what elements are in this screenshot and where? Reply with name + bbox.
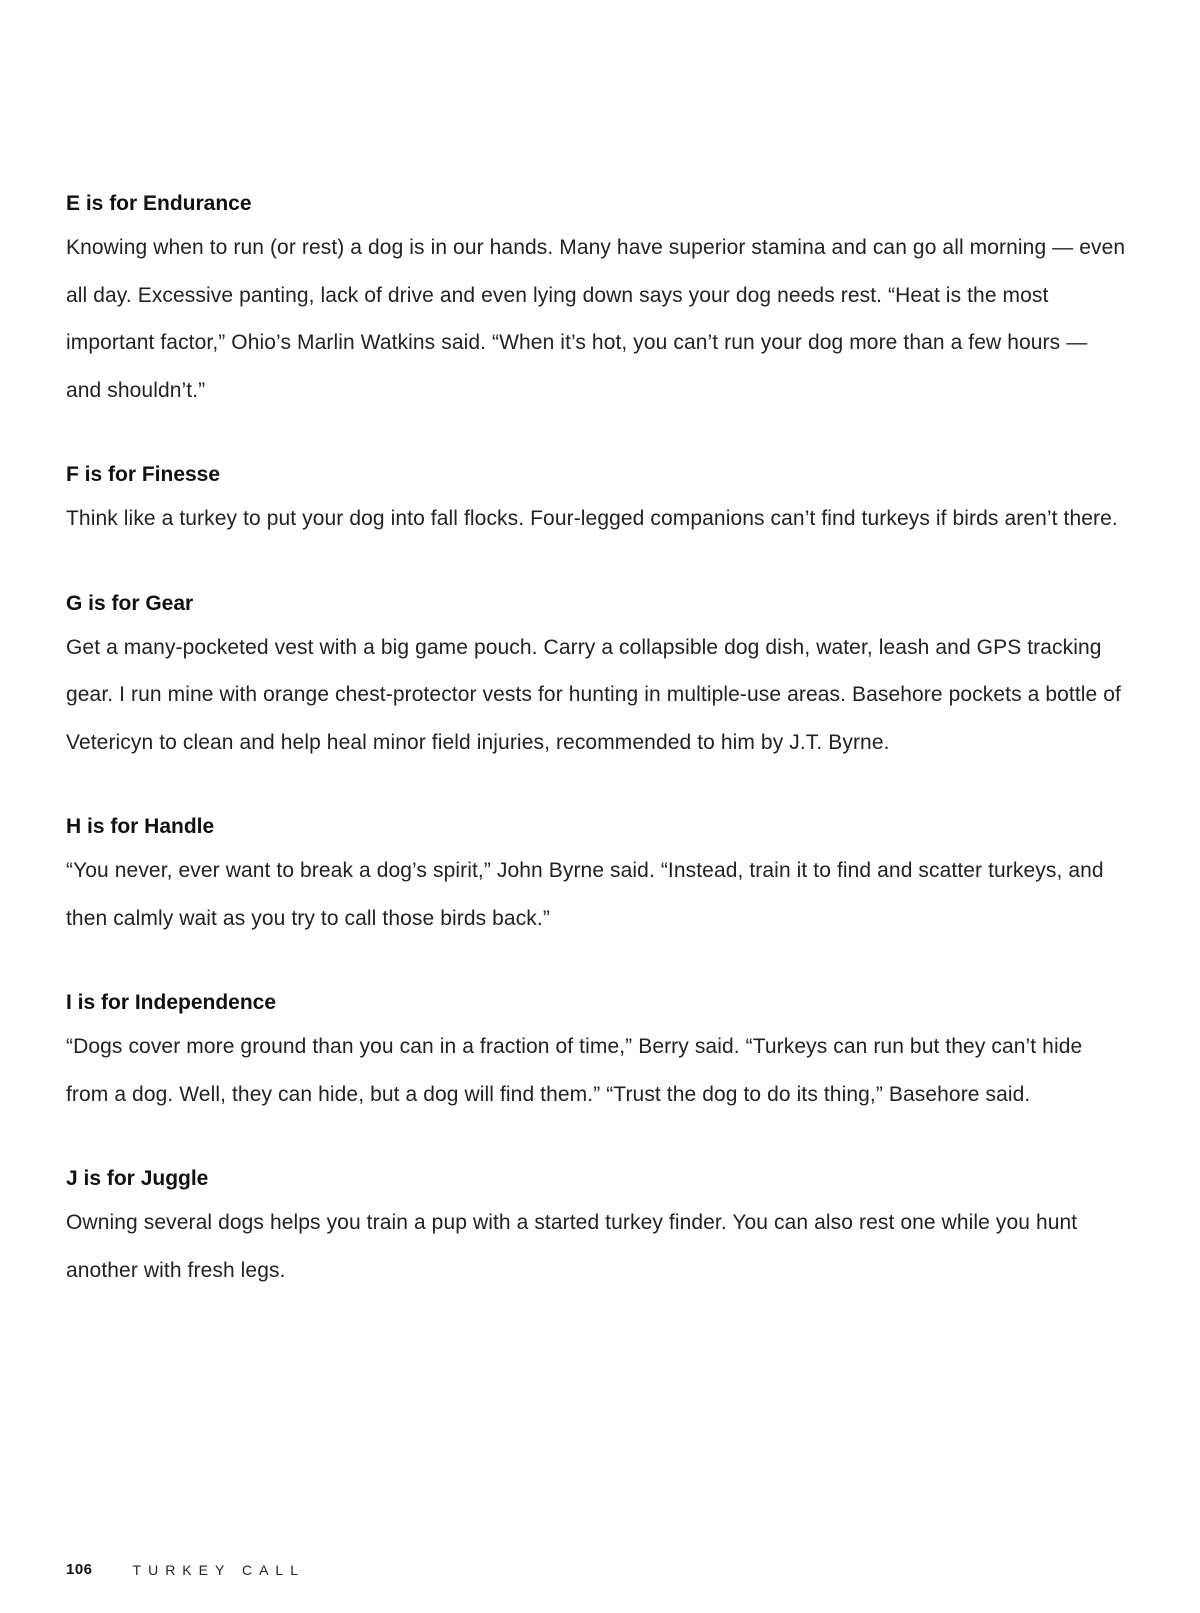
section-heading: H is for Handle	[66, 815, 215, 838]
section-heading: I is for Independence	[66, 991, 277, 1014]
page-footer	[66, 1560, 305, 1580]
section-endurance	[66, 190, 1126, 414]
section-paragraph: Get a many-pocketed vest with a big game pouch. Carry a collapsible dog dish, water, leash and GPS tracking gear. I run mine with orange chest-protector vests for hunting in multiple-use areas. Basehore pockets a bottle of Vetericyn to clean and help heal minor field injuries, recommended to him by J.T. Byrne.	[66, 635, 1121, 754]
section-paragraph: Knowing when to run (or rest) a dog is in our hands. Many have superior stamina and can go all morning — even all day. Excessive panting, lack of drive and even lying down says your dog needs rest. “Heat is the most important factor,” Ohio’s Marlin Watkins said. “When it’s hot, you can’t run your dog more than a few hours — and shouldn’t.”	[66, 236, 1126, 402]
section-heading: J is for Juggle	[66, 1167, 209, 1190]
section-paragraph: “Dogs cover more ground than you can in a fraction of time,” Berry said. “Turkeys can run but they can’t hide from a dog. Well, they can hide, but a dog will find them.” “Trust the dog to do its thing,” Basehore said.	[66, 1035, 1083, 1106]
section-gear	[66, 590, 1126, 767]
section-paragraph: “You never, ever want to break a dog’s spirit,” John Byrne said. “Instead, train it to find and scatter turkeys, and then calmly wait as you try to call those birds back.”	[66, 859, 1104, 930]
section-juggle	[66, 1165, 1126, 1294]
section-independence	[66, 989, 1126, 1118]
section-handle	[66, 813, 1126, 942]
section-paragraph: Owning several dogs helps you train a pup with a started turkey finder. You can also rest one while you hunt another with fresh legs.	[66, 1211, 1078, 1282]
section-heading: E is for Endurance	[66, 192, 252, 215]
section-paragraph: Think like a turkey to put your dog into fall flocks. Four-legged companions can’t find turkeys if birds aren’t there.	[66, 507, 1118, 530]
article-body	[66, 190, 1126, 1341]
section-heading: G is for Gear	[66, 591, 194, 615]
section-finesse	[66, 461, 1126, 543]
publication-title: TURKEY CALL	[132, 1562, 305, 1578]
section-heading: F is for Finesse	[66, 463, 221, 486]
page-number: 106	[66, 1561, 93, 1578]
